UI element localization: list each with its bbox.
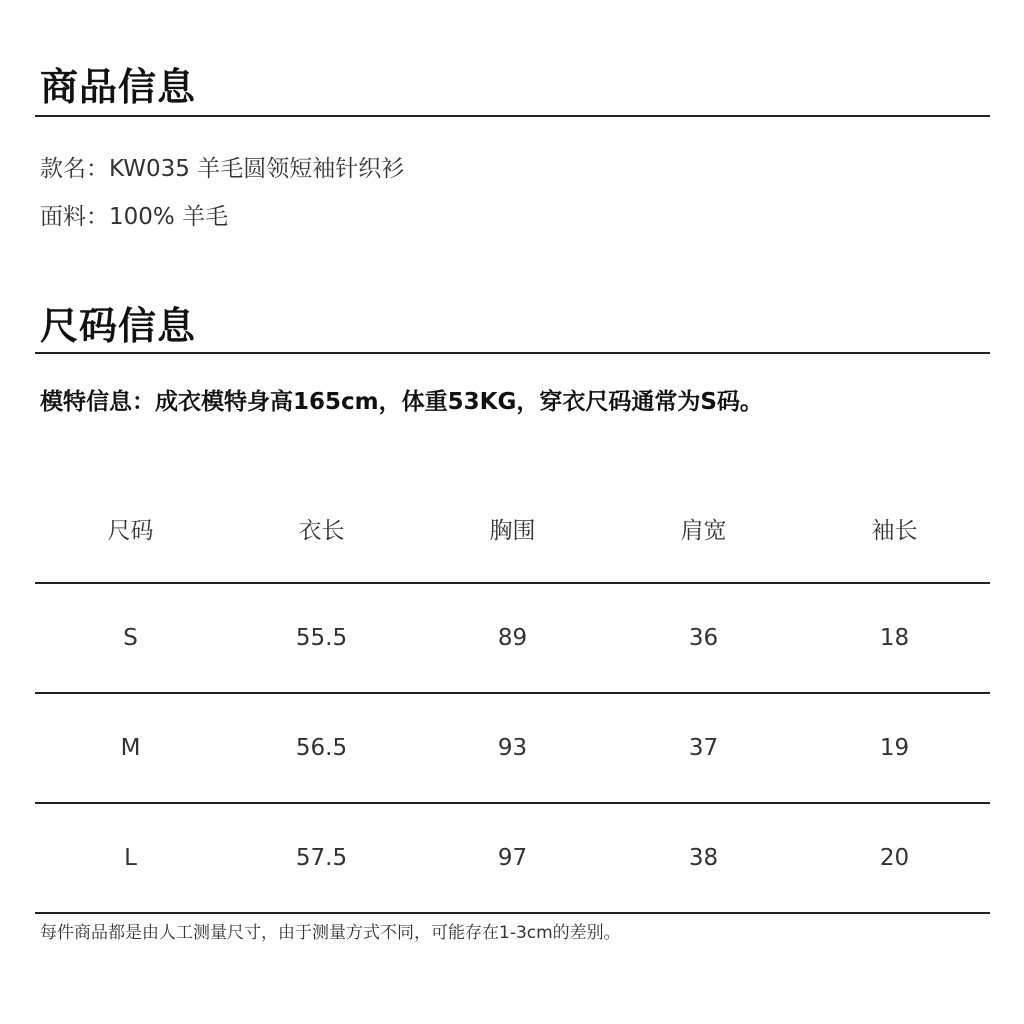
size-cell: L	[124, 845, 137, 871]
shoulder-cell: 38	[688, 845, 719, 871]
sleeve-cell: 20	[879, 845, 910, 871]
table-row	[35, 804, 990, 912]
table-row	[35, 584, 990, 692]
sleeve-cell: 18	[879, 625, 910, 651]
size-cell: M	[120, 735, 141, 761]
chest-cell: 89	[497, 625, 528, 651]
table-row	[35, 694, 990, 802]
table-header-row	[35, 475, 990, 582]
shoulder-cell: 37	[688, 735, 719, 761]
header-length: 衣长	[298, 518, 345, 544]
fabric-text: 面料：100% 羊毛	[40, 204, 229, 230]
chest-cell: 93	[497, 735, 528, 761]
product-info-heading: 商品信息	[40, 65, 197, 109]
measurement-footnote: 每件商品都是由人工测量尺寸，由于测量方式不同，可能存在1-3cm的差别。	[40, 923, 621, 943]
size-cell: S	[123, 625, 138, 651]
header-sleeve: 袖长	[871, 518, 918, 544]
header-shoulder: 肩宽	[680, 518, 727, 544]
length-cell: 55.5	[295, 625, 348, 651]
table-divider	[35, 912, 990, 914]
header-chest: 胸围	[489, 518, 536, 544]
style-name-text: 款名：KW035 羊毛圆领短袖针织衫	[40, 156, 405, 182]
model-info-text: 模特信息：成衣模特身高165cm，体重53KG，穿衣尺码通常为S码。	[40, 389, 763, 415]
shoulder-cell: 36	[688, 625, 719, 651]
size-table	[35, 475, 990, 914]
chest-cell: 97	[497, 845, 528, 871]
size-info-divider	[35, 352, 990, 354]
length-cell: 57.5	[295, 845, 348, 871]
product-info-divider	[35, 115, 990, 117]
header-size: 尺码	[107, 518, 154, 544]
size-info-heading: 尺码信息	[40, 304, 197, 348]
length-cell: 56.5	[295, 735, 348, 761]
sleeve-cell: 19	[879, 735, 910, 761]
